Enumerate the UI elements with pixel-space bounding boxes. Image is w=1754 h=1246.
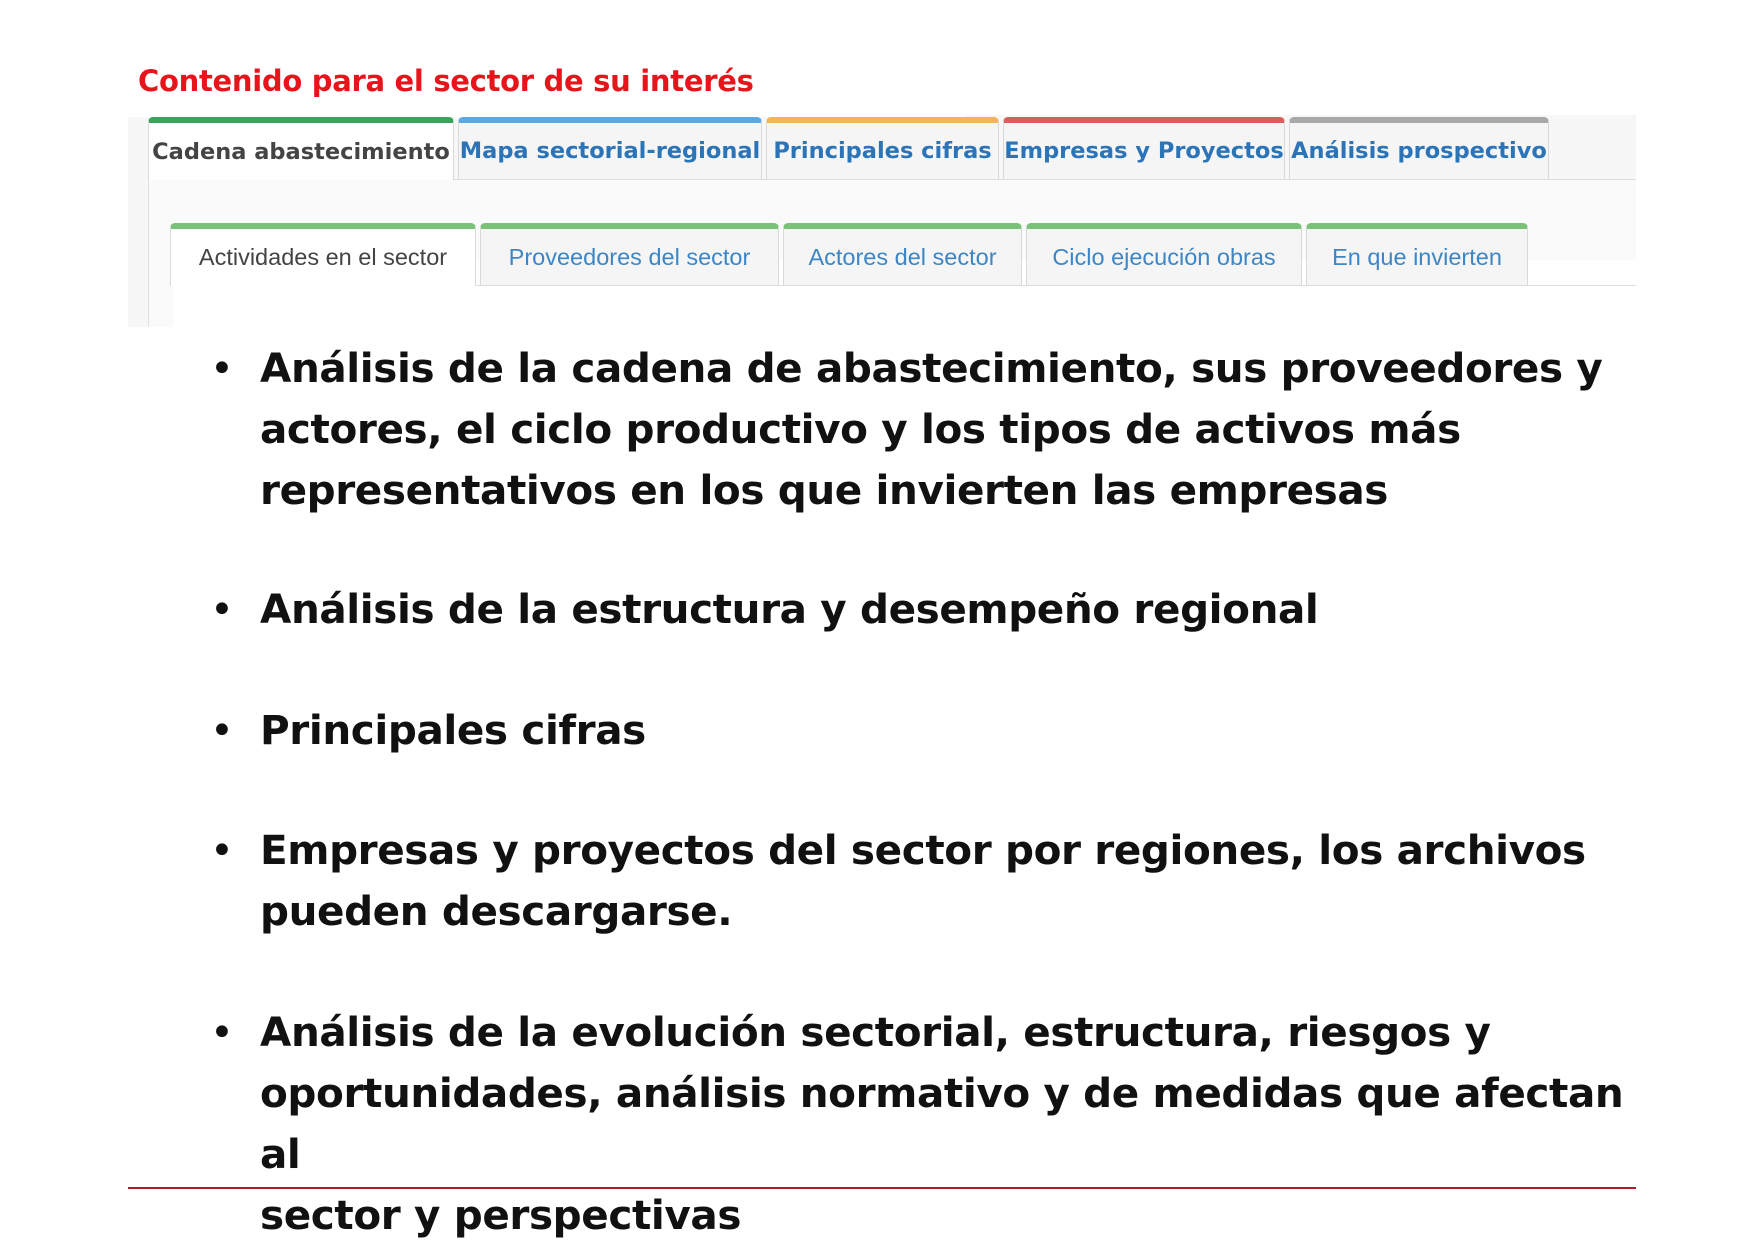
list-item-line: Principales cifras	[260, 706, 646, 754]
tab-label: Análisis prospectivo	[1291, 138, 1547, 164]
list-item-line: pueden descargarse.	[260, 887, 733, 935]
subtab-actividades-en-el-sector[interactable]	[170, 223, 476, 286]
tab-analisis-prospectivo[interactable]	[1289, 117, 1549, 179]
tab-empresas-y-proyectos[interactable]	[1003, 117, 1285, 179]
tab-cadena-abastecimiento[interactable]	[148, 117, 454, 180]
subtab-label: Actividades en el sector	[198, 244, 448, 270]
bullet-marker: •	[210, 1008, 234, 1056]
subtab-label: Actores del sector	[808, 243, 997, 270]
tab-label: Principales cifras	[773, 138, 992, 164]
subtab-label: En que invierten	[1332, 243, 1502, 270]
subtab-en-que-invierten[interactable]	[1306, 223, 1528, 285]
bullet-marker: •	[210, 585, 234, 633]
list-item-text	[260, 820, 1586, 942]
subtab-label: Proveedores del sector	[508, 243, 751, 270]
list-item	[210, 1002, 1640, 1246]
list-item-line: representativos en los que invierten las empresas	[260, 466, 1389, 514]
list-item-line: sector y perspectivas	[260, 1191, 742, 1239]
list-item-text	[260, 579, 1318, 640]
subtab-actores-del-sector[interactable]	[783, 223, 1022, 285]
list-item-text	[260, 700, 646, 761]
tab-label: Mapa sectorial-regional	[459, 138, 761, 164]
bottom-rule	[128, 1187, 1636, 1189]
tab-mapa-sectorial-regional[interactable]	[458, 117, 762, 179]
bullet-marker: •	[210, 826, 234, 874]
subtab-ciclo-ejecucion-obras[interactable]	[1026, 223, 1302, 285]
list-item	[210, 338, 1602, 521]
list-item-line: Análisis de la estructura y desempeño regional	[260, 585, 1319, 633]
tab-label: Cadena abastecimiento	[152, 138, 450, 165]
list-item	[210, 820, 1586, 942]
list-item-text	[260, 1002, 1640, 1246]
list-item-text	[260, 338, 1602, 521]
list-item-line: Empresas y proyectos del sector por regiones, los archivos	[260, 826, 1586, 874]
bullet-marker: •	[210, 706, 234, 754]
list-item-line: Análisis de la evolución sectorial, estructura, riesgos y	[260, 1008, 1491, 1056]
page-title: Contenido para el sector de su interés	[138, 64, 754, 98]
list-item	[210, 700, 646, 761]
main-tab-bar	[148, 117, 1636, 180]
tab-principales-cifras[interactable]	[766, 117, 999, 179]
tab-label: Empresas y Proyectos	[1004, 138, 1284, 164]
list-item-line: Análisis de la cadena de abastecimiento, sus proveedores y	[260, 344, 1603, 392]
bullet-marker: •	[210, 344, 234, 392]
sub-tab-bar	[170, 223, 1636, 286]
list-item-line: actores, el ciclo productivo y los tipos de activos más	[260, 405, 1461, 453]
subtab-proveedores-del-sector[interactable]	[480, 223, 779, 285]
subtab-label: Ciclo ejecución obras	[1052, 243, 1276, 270]
list-item-line: oportunidades, análisis normativo y de medidas que afectan al	[260, 1069, 1624, 1178]
list-item	[210, 579, 1318, 640]
embedded-ui-screenshot	[128, 65, 1636, 327]
